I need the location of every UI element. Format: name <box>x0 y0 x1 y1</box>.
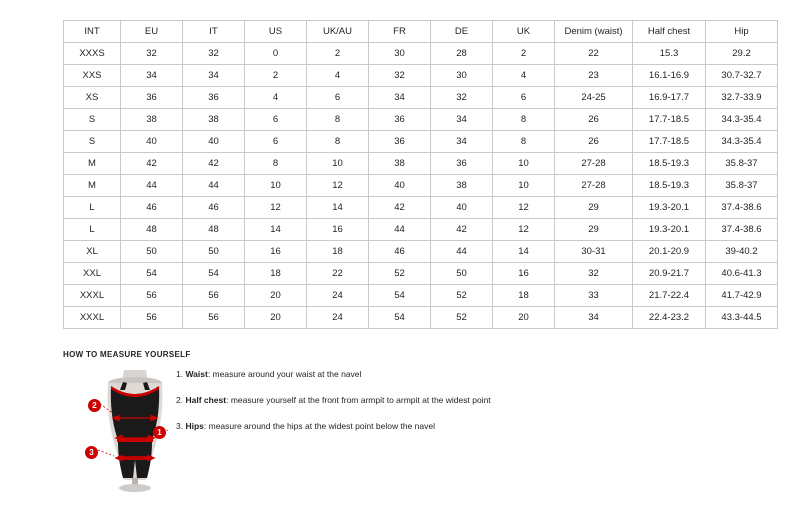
cell-de: 38 <box>431 175 493 197</box>
measure-note-half-chest <box>176 394 596 406</box>
measure-badge-3: 3 <box>85 446 98 459</box>
cell-half-chest: 19.3-20.1 <box>633 197 706 219</box>
cell-denim-waist: 29 <box>555 197 633 219</box>
cell-denim-waist: 30-31 <box>555 241 633 263</box>
cell-eu: 54 <box>121 263 183 285</box>
cell-fr: 36 <box>369 131 431 153</box>
cell-uk-au: 4 <box>307 65 369 87</box>
cell-eu: 56 <box>121 285 183 307</box>
cell-int: XL <box>64 241 121 263</box>
cell-uk-au: 8 <box>307 131 369 153</box>
cell-uk: 8 <box>493 109 555 131</box>
cell-it: 50 <box>183 241 245 263</box>
cell-fr: 44 <box>369 219 431 241</box>
cell-half-chest: 18.5-19.3 <box>633 175 706 197</box>
cell-denim-waist: 29 <box>555 219 633 241</box>
cell-eu: 50 <box>121 241 183 263</box>
cell-us: 6 <box>245 131 307 153</box>
column-header-half-chest: Half chest <box>633 21 706 43</box>
cell-it: 48 <box>183 219 245 241</box>
cell-us: 18 <box>245 263 307 285</box>
cell-fr: 42 <box>369 197 431 219</box>
table-row <box>64 153 778 175</box>
table-row <box>64 197 778 219</box>
cell-it: 32 <box>183 43 245 65</box>
table-row <box>64 241 778 263</box>
cell-de: 44 <box>431 241 493 263</box>
cell-uk-au: 24 <box>307 285 369 307</box>
column-header-it: IT <box>183 21 245 43</box>
cell-it: 46 <box>183 197 245 219</box>
cell-de: 40 <box>431 197 493 219</box>
cell-uk: 14 <box>493 241 555 263</box>
cell-denim-waist: 27-28 <box>555 175 633 197</box>
size-chart-table <box>63 20 778 329</box>
cell-half-chest: 20.1-20.9 <box>633 241 706 263</box>
cell-it: 34 <box>183 65 245 87</box>
measure-note-waist <box>176 368 596 380</box>
cell-int: L <box>64 219 121 241</box>
cell-eu: 56 <box>121 307 183 329</box>
note-number-1: 1. <box>176 369 184 379</box>
column-header-uk: UK <box>493 21 555 43</box>
cell-eu: 34 <box>121 65 183 87</box>
cell-int: L <box>64 197 121 219</box>
cell-it: 56 <box>183 285 245 307</box>
table-row <box>64 285 778 307</box>
cell-half-chest: 21.7-22.4 <box>633 285 706 307</box>
column-header-denim-waist: Denim (waist) <box>555 21 633 43</box>
cell-int: XXL <box>64 263 121 285</box>
cell-denim-waist: 33 <box>555 285 633 307</box>
cell-hip: 37.4-38.6 <box>706 219 778 241</box>
cell-eu: 36 <box>121 87 183 109</box>
cell-hip: 30.7-32.7 <box>706 65 778 87</box>
cell-uk-au: 6 <box>307 87 369 109</box>
cell-denim-waist: 26 <box>555 131 633 153</box>
cell-denim-waist: 27-28 <box>555 153 633 175</box>
cell-fr: 40 <box>369 175 431 197</box>
cell-eu: 40 <box>121 131 183 153</box>
cell-hip: 39-40.2 <box>706 241 778 263</box>
cell-denim-waist: 22 <box>555 43 633 65</box>
column-header-fr: FR <box>369 21 431 43</box>
cell-hip: 35.8-37 <box>706 175 778 197</box>
table-row <box>64 131 778 153</box>
cell-hip: 43.3-44.5 <box>706 307 778 329</box>
cell-uk: 12 <box>493 219 555 241</box>
cell-eu: 42 <box>121 153 183 175</box>
cell-uk-au: 22 <box>307 263 369 285</box>
cell-fr: 52 <box>369 263 431 285</box>
cell-int: XXXL <box>64 285 121 307</box>
table-row <box>64 65 778 87</box>
cell-uk: 2 <box>493 43 555 65</box>
cell-hip: 34.3-35.4 <box>706 109 778 131</box>
cell-hip: 37.4-38.6 <box>706 197 778 219</box>
measure-badge-1: 1 <box>153 426 166 439</box>
cell-fr: 38 <box>369 153 431 175</box>
cell-hip: 29.2 <box>706 43 778 65</box>
cell-us: 0 <box>245 43 307 65</box>
cell-half-chest: 19.3-20.1 <box>633 219 706 241</box>
cell-de: 30 <box>431 65 493 87</box>
measure-note-hips <box>176 420 596 432</box>
cell-eu: 46 <box>121 197 183 219</box>
cell-uk: 12 <box>493 197 555 219</box>
cell-half-chest: 16.1-16.9 <box>633 65 706 87</box>
cell-fr: 36 <box>369 109 431 131</box>
measure-badge-2: 2 <box>88 399 101 412</box>
cell-uk: 18 <box>493 285 555 307</box>
table-row <box>64 43 778 65</box>
cell-hip: 40.6-41.3 <box>706 263 778 285</box>
cell-de: 50 <box>431 263 493 285</box>
cell-uk: 10 <box>493 153 555 175</box>
note-term-waist: Waist <box>185 369 208 379</box>
cell-half-chest: 16.9-17.7 <box>633 87 706 109</box>
cell-it: 40 <box>183 131 245 153</box>
cell-uk: 20 <box>493 307 555 329</box>
cell-uk-au: 2 <box>307 43 369 65</box>
cell-us: 16 <box>245 241 307 263</box>
cell-de: 42 <box>431 219 493 241</box>
cell-it: 42 <box>183 153 245 175</box>
note-number-2: 2. <box>176 395 184 405</box>
cell-it: 38 <box>183 109 245 131</box>
cell-fr: 54 <box>369 285 431 307</box>
cell-us: 4 <box>245 87 307 109</box>
note-term-hips: Hips <box>185 421 204 431</box>
cell-int: XXXS <box>64 43 121 65</box>
cell-uk-au: 14 <box>307 197 369 219</box>
cell-int: XXXL <box>64 307 121 329</box>
cell-uk-au: 16 <box>307 219 369 241</box>
cell-de: 34 <box>431 109 493 131</box>
note-text-waist: : measure around your waist at the navel <box>207 369 362 379</box>
cell-de: 36 <box>431 153 493 175</box>
cell-it: 36 <box>183 87 245 109</box>
column-header-us: US <box>245 21 307 43</box>
table-row <box>64 307 778 329</box>
cell-de: 34 <box>431 131 493 153</box>
cell-fr: 34 <box>369 87 431 109</box>
cell-int: XS <box>64 87 121 109</box>
cell-us: 8 <box>245 153 307 175</box>
cell-fr: 32 <box>369 65 431 87</box>
column-header-eu: EU <box>121 21 183 43</box>
cell-uk: 8 <box>493 131 555 153</box>
cell-half-chest: 15.3 <box>633 43 706 65</box>
cell-half-chest: 22.4-23.2 <box>633 307 706 329</box>
cell-uk-au: 10 <box>307 153 369 175</box>
cell-it: 56 <box>183 307 245 329</box>
cell-de: 52 <box>431 285 493 307</box>
cell-uk-au: 8 <box>307 109 369 131</box>
cell-us: 14 <box>245 219 307 241</box>
cell-uk-au: 24 <box>307 307 369 329</box>
cell-uk: 4 <box>493 65 555 87</box>
cell-denim-waist: 23 <box>555 65 633 87</box>
cell-it: 54 <box>183 263 245 285</box>
cell-denim-waist: 26 <box>555 109 633 131</box>
table-row <box>64 87 778 109</box>
cell-int: S <box>64 131 121 153</box>
cell-hip: 35.8-37 <box>706 153 778 175</box>
cell-hip: 41.7-42.9 <box>706 285 778 307</box>
cell-hip: 34.3-35.4 <box>706 131 778 153</box>
cell-de: 28 <box>431 43 493 65</box>
cell-it: 44 <box>183 175 245 197</box>
column-header-hip: Hip <box>706 21 778 43</box>
cell-us: 12 <box>245 197 307 219</box>
cell-uk-au: 12 <box>307 175 369 197</box>
cell-int: M <box>64 153 121 175</box>
cell-uk: 16 <box>493 263 555 285</box>
note-text-half-chest: : measure yourself at the front from armpit to armpit at the widest point <box>226 395 491 405</box>
table-row <box>64 109 778 131</box>
how-to-measure-heading: HOW TO MEASURE YOURSELF <box>63 350 191 359</box>
note-text-hips: : measure around the hips at the widest point below the navel <box>203 421 435 431</box>
cell-int: M <box>64 175 121 197</box>
measure-notes <box>176 368 596 446</box>
cell-eu: 32 <box>121 43 183 65</box>
cell-hip: 32.7-33.9 <box>706 87 778 109</box>
cell-eu: 48 <box>121 219 183 241</box>
cell-half-chest: 17.7-18.5 <box>633 109 706 131</box>
cell-us: 10 <box>245 175 307 197</box>
cell-denim-waist: 24-25 <box>555 87 633 109</box>
cell-int: XXS <box>64 65 121 87</box>
cell-de: 52 <box>431 307 493 329</box>
cell-de: 32 <box>431 87 493 109</box>
table-row <box>64 263 778 285</box>
cell-uk-au: 18 <box>307 241 369 263</box>
cell-half-chest: 20.9-21.7 <box>633 263 706 285</box>
cell-fr: 30 <box>369 43 431 65</box>
table-row <box>64 219 778 241</box>
column-header-de: DE <box>431 21 493 43</box>
cell-uk: 6 <box>493 87 555 109</box>
note-number-3: 3. <box>176 421 184 431</box>
cell-us: 20 <box>245 307 307 329</box>
cell-half-chest: 17.7-18.5 <box>633 131 706 153</box>
cell-us: 6 <box>245 109 307 131</box>
note-term-half-chest: Half chest <box>185 395 227 405</box>
cell-uk: 10 <box>493 175 555 197</box>
cell-eu: 44 <box>121 175 183 197</box>
cell-int: S <box>64 109 121 131</box>
cell-fr: 54 <box>369 307 431 329</box>
column-header-int: INT <box>64 21 121 43</box>
cell-denim-waist: 32 <box>555 263 633 285</box>
cell-denim-waist: 34 <box>555 307 633 329</box>
mannequin-illustration <box>80 368 190 493</box>
cell-us: 20 <box>245 285 307 307</box>
cell-fr: 46 <box>369 241 431 263</box>
table-header-row <box>64 21 778 43</box>
cell-half-chest: 18.5-19.3 <box>633 153 706 175</box>
column-header-uk-au: UK/AU <box>307 21 369 43</box>
cell-us: 2 <box>245 65 307 87</box>
table-row <box>64 175 778 197</box>
cell-eu: 38 <box>121 109 183 131</box>
